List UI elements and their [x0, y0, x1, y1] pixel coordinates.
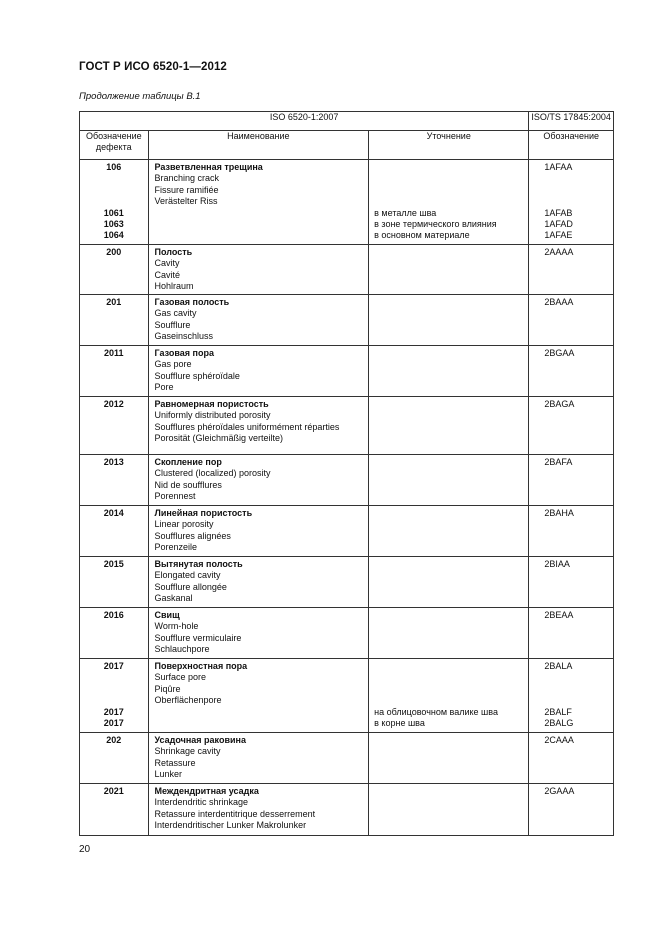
- defect-name-cell: [148, 346, 369, 397]
- defect-name: Cavity: [154, 258, 180, 269]
- table-row: [80, 346, 614, 397]
- defect-code-cell: [80, 295, 149, 346]
- defect-name: Вытянутая полость: [154, 559, 243, 569]
- defect-note-cell: [369, 455, 529, 506]
- defect-name: Verästelter Riss: [154, 196, 218, 207]
- defect-name: Interdendritischer Lunker Makrolunker: [154, 820, 307, 831]
- iso-designation-cell: [529, 295, 614, 346]
- iso-designation: [544, 185, 613, 196]
- defect-note: [374, 661, 528, 672]
- table-row: [80, 557, 614, 608]
- defect-name: Elongated cavity: [154, 570, 221, 581]
- iso-designation-cell: [529, 608, 614, 659]
- defect-name: Piqûre: [154, 683, 181, 694]
- table-row: [80, 659, 614, 733]
- defect-code: 1064: [103, 230, 124, 241]
- iso-designation: 2BALF: [544, 706, 572, 717]
- defect-name: Скопление пор: [154, 457, 222, 467]
- iso-designation: 2AAAA: [544, 247, 574, 257]
- defect-code: 201: [106, 297, 122, 307]
- iso-designation: 2BIAA: [544, 559, 570, 569]
- column-header-note: Уточнение: [369, 131, 529, 160]
- defect-name-cell: [148, 557, 369, 608]
- defect-note-cell: [369, 733, 529, 784]
- defect-code-cell: [80, 245, 149, 295]
- defect-name-cell: [148, 608, 369, 659]
- iso-designation: [544, 695, 613, 706]
- defect-name: Porenzeile: [154, 542, 198, 553]
- iso-designation: 2BAAA: [544, 297, 574, 307]
- defect-name: Soufflure: [154, 319, 191, 330]
- defect-note: [374, 684, 528, 695]
- defect-name: Gaseinschluss: [154, 331, 214, 342]
- table-group-header: [80, 112, 614, 131]
- page-number: 20: [79, 844, 91, 855]
- table-row: [80, 295, 614, 346]
- defect-code: [80, 173, 148, 184]
- defect-note: [374, 185, 528, 196]
- iso-designation: 2BGAA: [544, 348, 575, 358]
- defect-name: Разветвленная трещина: [154, 162, 263, 172]
- iso-designation-cell: [529, 784, 614, 836]
- defect-name: Междендритная усадка: [154, 786, 259, 796]
- defect-note: в зоне термического влияния: [374, 218, 497, 229]
- column-header-name: Наименование: [148, 131, 369, 160]
- iso-designation: 1AFAA: [544, 162, 573, 172]
- defect-code-cell: [80, 784, 149, 836]
- column-header-code: Обозначение дефекта: [80, 131, 149, 160]
- defect-code: 2017: [103, 661, 124, 671]
- defect-note: на облицовочном валике шва: [374, 706, 498, 717]
- column-header-designation: Обозначение: [529, 131, 614, 160]
- iso-designation: [544, 684, 613, 695]
- defect-note-cell: [369, 295, 529, 346]
- defect-name: Soufflure vermiculaire: [154, 632, 242, 643]
- defect-name: Soufflures alignées: [154, 530, 231, 541]
- defect-name: Surface pore: [154, 672, 207, 683]
- defect-note: [374, 695, 528, 706]
- defect-note: [374, 196, 528, 207]
- defect-code-cell: [80, 397, 149, 455]
- defect-name: Schlauchpore: [154, 644, 210, 655]
- defect-name-cell: [148, 397, 369, 455]
- defect-note-cell: [369, 659, 529, 733]
- defect-note: в корне шва: [374, 717, 425, 728]
- defect-code: 1061: [103, 207, 124, 218]
- defect-name: Retassure interdentitrique desserrement: [154, 808, 316, 819]
- iso-designation: 2BAGA: [544, 399, 575, 409]
- defect-note-cell: [369, 160, 529, 245]
- defect-name: Worm-hole: [154, 621, 199, 632]
- defect-code: 202: [106, 735, 122, 745]
- defect-code-cell: [80, 608, 149, 659]
- document-title: ГОСТ Р ИСО 6520-1—2012: [79, 61, 227, 73]
- defect-name: Hohlraum: [154, 281, 194, 292]
- defect-name-cell: [148, 506, 369, 557]
- defect-note: в металле шва: [374, 207, 437, 218]
- iso-designation: [544, 196, 613, 207]
- defect-code-cell: [80, 733, 149, 784]
- defect-code-cell: [80, 506, 149, 557]
- defect-code-cell: [80, 160, 149, 245]
- iso-designation-cell: [529, 346, 614, 397]
- defect-name: Gaskanal: [154, 593, 193, 604]
- defect-code-cell: [80, 455, 149, 506]
- defect-code: 200: [106, 247, 122, 257]
- iso-designation: [544, 173, 613, 184]
- defect-name: Линейная пористость: [154, 508, 253, 518]
- defect-name: Lunker: [154, 769, 183, 780]
- defect-code: 2017: [103, 717, 124, 728]
- defect-note: [374, 162, 528, 173]
- iso-designation: 2BAHA: [544, 508, 574, 518]
- table-row: [80, 397, 614, 455]
- defect-name: Поверхностная пора: [154, 661, 248, 671]
- table-column-header: [80, 131, 614, 160]
- table-row: [80, 733, 614, 784]
- iso-designation-cell: [529, 160, 614, 245]
- defect-name: Soufflures phéroïdales uniformément réparties: [154, 421, 340, 432]
- defect-name-cell: [148, 733, 369, 784]
- defect-name: Cavité: [154, 269, 181, 280]
- defect-name-cell: [148, 295, 369, 346]
- defect-name: Shrinkage cavity: [154, 746, 221, 757]
- table-row: [80, 160, 614, 245]
- defect-name: Clustered (localized) porosity: [154, 468, 271, 479]
- defect-name: Полость: [154, 247, 193, 257]
- defect-name: Газовая полость: [154, 297, 230, 307]
- defect-name: Branching crack: [154, 173, 220, 184]
- defect-code: 2014: [103, 508, 124, 518]
- iso-designation: 1AFAD: [544, 218, 573, 229]
- iso-designation: 1AFAE: [544, 230, 573, 241]
- defect-note: в основном материале: [374, 230, 470, 241]
- iso-designation: [544, 672, 613, 683]
- iso-designation: 2BAFA: [544, 457, 573, 467]
- defect-name: Porennest: [154, 491, 196, 502]
- defect-name-cell: [148, 455, 369, 506]
- table-row: [80, 245, 614, 295]
- defect-code: 106: [106, 162, 122, 172]
- defect-name: Nid de soufflures: [154, 479, 222, 490]
- defects-table: [79, 111, 614, 836]
- table-row: [80, 784, 614, 836]
- defect-name: Soufflure sphéroïdale: [154, 370, 240, 381]
- table-row: [80, 506, 614, 557]
- defect-name-cell: [148, 160, 369, 245]
- defect-code: 2012: [103, 399, 124, 409]
- defect-code: 2015: [103, 559, 124, 569]
- table-row: [80, 455, 614, 506]
- defect-name: Gas cavity: [154, 308, 197, 319]
- iso-designation-cell: [529, 245, 614, 295]
- iso-designation: 2CAAA: [544, 735, 574, 745]
- defect-name: Fissure ramifiée: [154, 184, 219, 195]
- defect-name: Равномерная пористость: [154, 399, 269, 409]
- defect-note-cell: [369, 557, 529, 608]
- defect-name: Gas pore: [154, 359, 192, 370]
- defect-code: [80, 695, 148, 706]
- iso-designation-cell: [529, 557, 614, 608]
- iso-designation: 2BEAA: [544, 610, 574, 620]
- defect-note-cell: [369, 397, 529, 455]
- defect-name: Газовая пора: [154, 348, 214, 358]
- defect-name: Oberflächenpore: [154, 695, 222, 706]
- iso-designation-cell: [529, 733, 614, 784]
- defect-code: 1063: [103, 218, 124, 229]
- iso-designation-cell: [529, 659, 614, 733]
- table-row: [80, 608, 614, 659]
- defect-code-cell: [80, 659, 149, 733]
- iso-designation: 1AFAB: [544, 207, 573, 218]
- iso-designation-cell: [529, 455, 614, 506]
- defect-name-cell: [148, 659, 369, 733]
- defect-name: Retassure: [154, 757, 196, 768]
- defect-name: Uniformly distributed porosity: [154, 410, 271, 421]
- defect-name: Porosität (Gleichmäßig verteilte): [154, 433, 284, 444]
- defect-code: [80, 672, 148, 683]
- iso-designation-cell: [529, 397, 614, 455]
- defect-code: [80, 684, 148, 695]
- group-header-iso6520: ISO 6520-1:2007: [80, 112, 529, 131]
- iso-designation: 2BALG: [544, 717, 574, 728]
- defect-code: 2017: [103, 706, 124, 717]
- defect-note-cell: [369, 346, 529, 397]
- table-caption: Продолжение таблицы В.1: [79, 91, 201, 102]
- defect-name: Interdendritic shrinkage: [154, 797, 249, 808]
- iso-designation-cell: [529, 506, 614, 557]
- defect-code-cell: [80, 346, 149, 397]
- defect-name: Усадочная раковина: [154, 735, 246, 745]
- defect-note: [374, 672, 528, 683]
- defect-name-cell: [148, 245, 369, 295]
- defect-note: [374, 173, 528, 184]
- defect-code: 2021: [103, 786, 124, 796]
- defect-note-cell: [369, 608, 529, 659]
- defect-code: [80, 196, 148, 207]
- defect-name: Soufflure allongée: [154, 581, 227, 592]
- defect-code: 2016: [103, 610, 124, 620]
- defect-code: [80, 185, 148, 196]
- defect-name: Свищ: [154, 610, 180, 620]
- defect-note-cell: [369, 245, 529, 295]
- defect-code: 2011: [103, 348, 124, 358]
- iso-designation: 2GAAA: [544, 786, 575, 796]
- iso-designation: 2BALA: [544, 661, 573, 671]
- defect-name-cell: [148, 784, 369, 836]
- defect-code-cell: [80, 557, 149, 608]
- defect-name: Linear porosity: [154, 519, 214, 530]
- defect-code: 2013: [103, 457, 124, 467]
- defect-note-cell: [369, 506, 529, 557]
- defect-name: Pore: [154, 382, 174, 393]
- defect-note-cell: [369, 784, 529, 836]
- group-header-iso17845: ISO/TS 17845:2004: [529, 112, 614, 131]
